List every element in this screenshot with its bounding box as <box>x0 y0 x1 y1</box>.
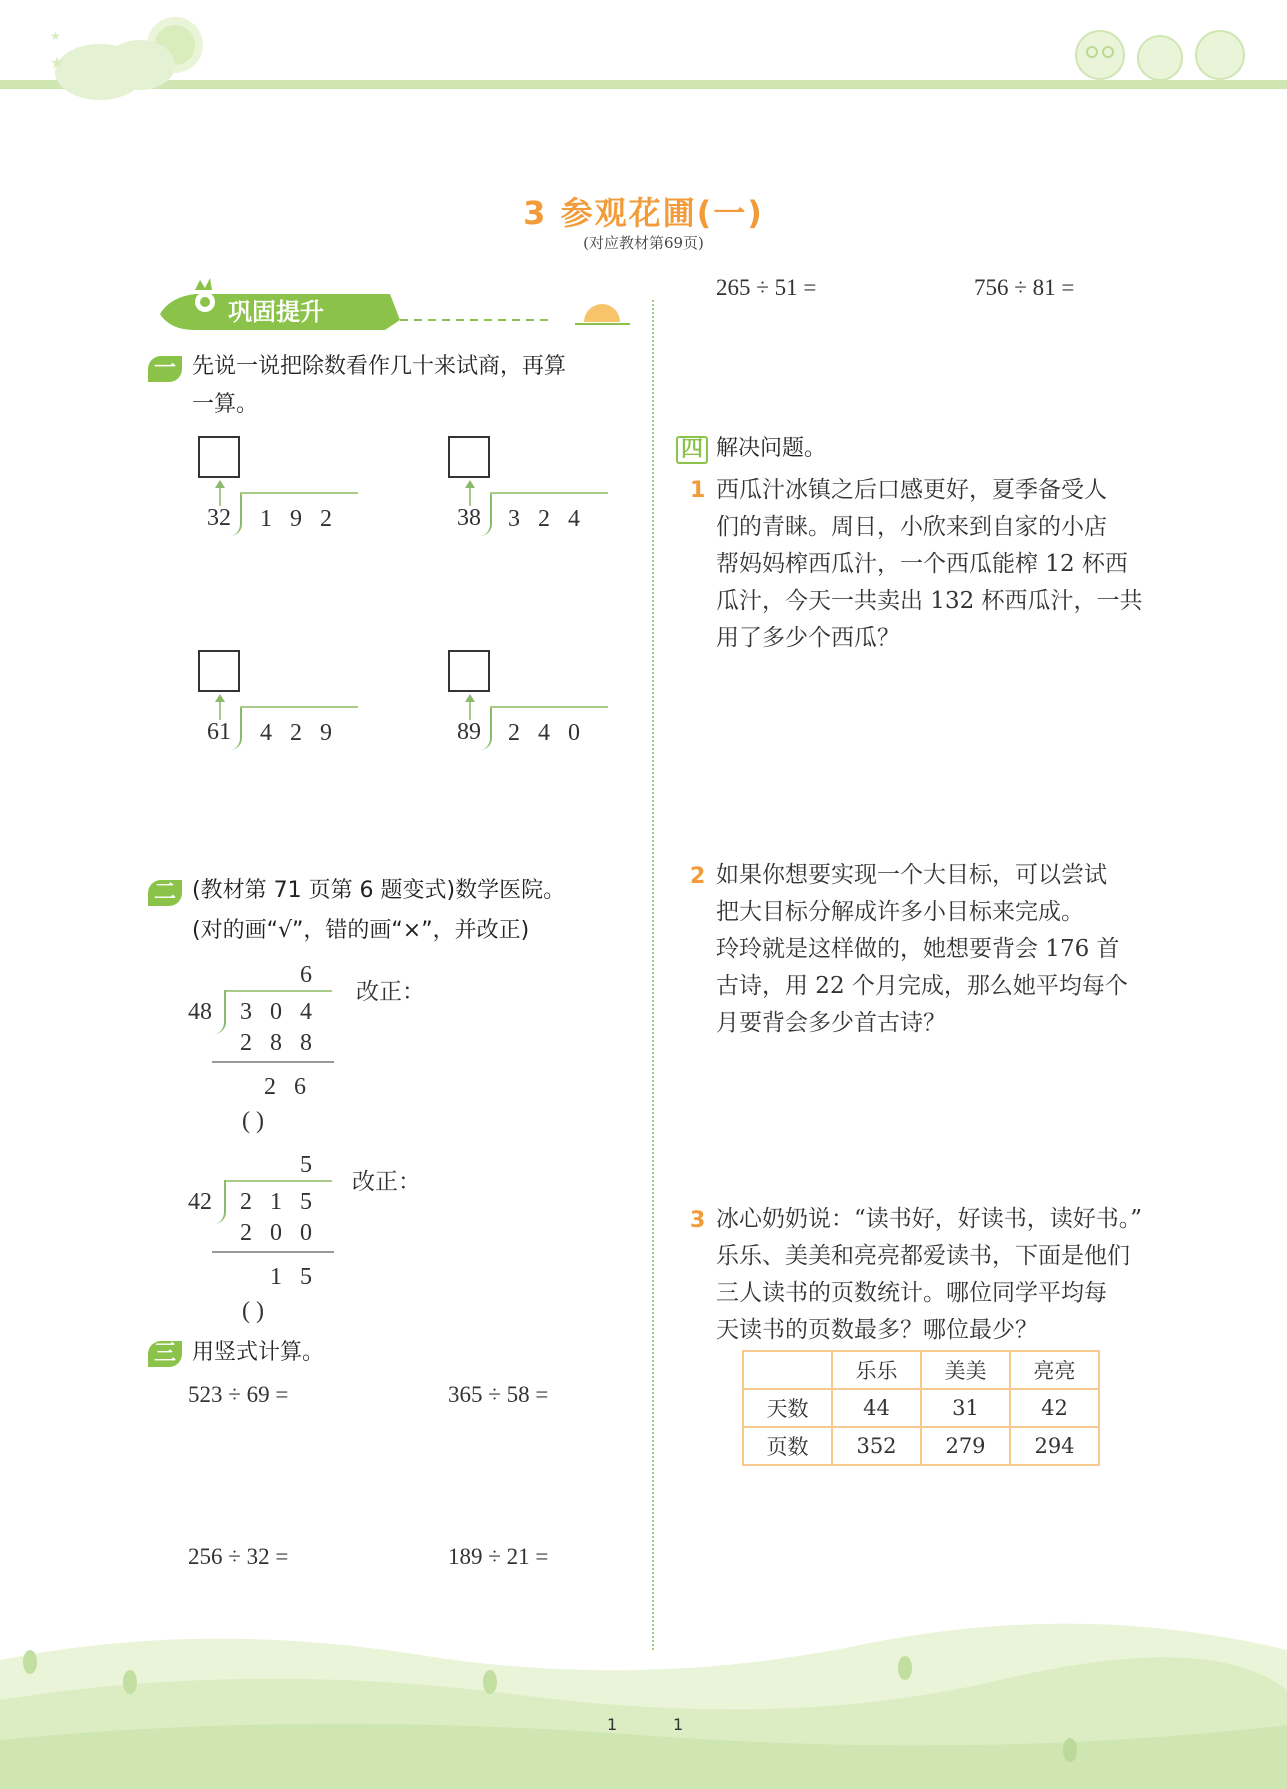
dividend: 3 2 4 <box>508 506 586 532</box>
division-bracket <box>214 1180 226 1224</box>
division-bar <box>224 990 332 992</box>
problem-line: 们的青睐。周日，小欣来到自家的小店 <box>716 514 1107 540</box>
problem-line: 三人读书的页数统计。哪位同学平均每 <box>716 1280 1107 1306</box>
division-bar <box>490 706 608 708</box>
part3-badge: 三 <box>148 1341 182 1367</box>
answer-box[interactable] <box>448 436 490 478</box>
problem-line: 月要背会多少首古诗？ <box>716 1010 946 1036</box>
subtraction-line <box>212 1251 334 1253</box>
table-cell <box>743 1351 832 1389</box>
table-cell: 页数 <box>743 1427 832 1465</box>
answer-box[interactable] <box>198 650 240 692</box>
page-title: 3 参观花圃(一) <box>523 194 764 232</box>
arrow-up-icon <box>214 478 226 508</box>
dividend: 2 4 0 <box>508 720 586 746</box>
problem-number: 3 <box>690 1208 706 1233</box>
correction-label: 改正： <box>352 1169 421 1195</box>
part2-instruction: (教材第 71 页第 6 题变式)数学医院。 <box>192 878 566 903</box>
page-subtitle: (对应教材第69页) <box>583 234 704 252</box>
table-header-row <box>743 1351 1099 1389</box>
division-bracket <box>230 706 242 750</box>
divisor: 42 <box>188 1189 212 1215</box>
arrow-up-icon <box>214 692 226 722</box>
part1-badge: 一 <box>148 356 182 382</box>
section-banner <box>150 272 630 340</box>
correction-label: 改正： <box>356 979 425 1005</box>
problem-line: 如果你想要实现一个大目标，可以尝试 <box>716 862 1107 888</box>
problem-line: 把大目标分解成许多小目标来完成。 <box>716 899 1084 925</box>
table-cell: 天数 <box>743 1389 832 1427</box>
remainder: 1 5 <box>270 1264 318 1290</box>
table-cell: 294 <box>1010 1427 1099 1465</box>
svg-text:★: ★ <box>50 29 61 43</box>
expression: 189 ÷ 21 = <box>448 1544 549 1569</box>
problem-line: 天读书的页数最多？哪位最少？ <box>716 1317 1038 1343</box>
problem-line: 瓜汁，今天一共卖出 132 杯西瓜汁，一共 <box>716 588 1143 614</box>
division-bracket <box>480 492 492 536</box>
dividend: 1 9 2 <box>260 506 338 532</box>
dividend: 2 1 5 <box>240 1189 318 1215</box>
page-number-right: 1 <box>673 1715 684 1734</box>
dividend: 3 0 4 <box>240 999 318 1025</box>
reading-stats-table <box>742 1350 1100 1466</box>
expression: 265 ÷ 51 = <box>716 275 817 300</box>
expression: 523 ÷ 69 = <box>188 1382 289 1407</box>
judgement-mark[interactable]: ( ) <box>242 1298 264 1324</box>
division-bar <box>240 492 358 494</box>
part1-instruction: 先说一说把除数看作几十来试商，再算 <box>192 354 567 379</box>
quotient: 5 <box>300 1152 312 1178</box>
part3-instruction: 用竖式计算。 <box>192 1340 325 1365</box>
part4-badge: 四 <box>676 436 708 464</box>
divisor: 48 <box>188 999 212 1025</box>
divisor: 89 <box>457 719 481 745</box>
division-bar <box>240 706 358 708</box>
answer-box[interactable] <box>198 436 240 478</box>
table-row <box>743 1427 1099 1465</box>
part4-instruction: 解决问题。 <box>716 436 827 461</box>
expression: 756 ÷ 81 = <box>974 275 1075 300</box>
arrow-up-icon <box>464 692 476 722</box>
table-cell: 美美 <box>921 1351 1010 1389</box>
division-bar <box>224 1180 332 1182</box>
table-cell: 乐乐 <box>832 1351 921 1389</box>
part2-instruction-cont: (对的画“√”，错的画“×”，并改正) <box>192 918 530 943</box>
judgement-mark[interactable]: ( ) <box>242 1108 264 1134</box>
part2-badge: 二 <box>148 880 182 906</box>
expression: 256 ÷ 32 = <box>188 1544 289 1569</box>
quotient: 6 <box>300 962 312 988</box>
divisor: 38 <box>457 505 481 531</box>
product: 2 0 0 <box>240 1220 318 1246</box>
section-banner-label: 巩固提升 <box>228 298 324 326</box>
problem-line: 帮妈妈榨西瓜汁，一个西瓜能榨 12 杯西 <box>716 551 1128 577</box>
problem-line: 冰心奶奶说：“读书好，好读书，读好书。” <box>716 1206 1143 1232</box>
column-divider <box>652 300 654 1650</box>
problem-line: 西瓜汁冰镇之后口感更好，夏季备受人 <box>716 477 1107 503</box>
division-bracket <box>230 492 242 536</box>
svg-text:★: ★ <box>50 53 65 72</box>
problem-number: 2 <box>690 864 706 889</box>
dividend: 4 2 9 <box>260 720 338 746</box>
table-cell: 31 <box>921 1389 1010 1427</box>
division-bracket <box>480 706 492 750</box>
answer-box[interactable] <box>448 650 490 692</box>
subtraction-line <box>212 1061 334 1063</box>
remainder: 2 6 <box>264 1074 312 1100</box>
problem-line: 用了多少个西瓜？ <box>716 625 900 651</box>
table-cell: 279 <box>921 1427 1010 1465</box>
table-row <box>743 1389 1099 1427</box>
problem-line: 古诗，用 22 个月完成，那么她平均每个 <box>716 973 1128 999</box>
expression: 365 ÷ 58 = <box>448 1382 549 1407</box>
table-cell: 44 <box>832 1389 921 1427</box>
sun-cloud-icon <box>20 0 210 110</box>
table-cell: 42 <box>1010 1389 1099 1427</box>
part1-instruction-cont: 一算。 <box>192 392 259 417</box>
footer-hills <box>0 1620 1287 1789</box>
table-cell: 亮亮 <box>1010 1351 1099 1389</box>
division-bar <box>490 492 608 494</box>
problem-line: 玲玲就是这样做的，她想要背会 176 首 <box>716 936 1120 962</box>
division-bracket <box>214 990 226 1034</box>
animal-faces-icon <box>1060 20 1260 85</box>
table-cell: 352 <box>832 1427 921 1465</box>
arrow-up-icon <box>464 478 476 508</box>
product: 2 8 8 <box>240 1030 318 1056</box>
page-number-left: 1 <box>607 1715 618 1734</box>
divisor: 61 <box>207 719 231 745</box>
problem-number: 1 <box>690 478 706 503</box>
divisor: 32 <box>207 505 231 531</box>
problem-line: 乐乐、美美和亮亮都爱读书，下面是他们 <box>716 1243 1130 1269</box>
